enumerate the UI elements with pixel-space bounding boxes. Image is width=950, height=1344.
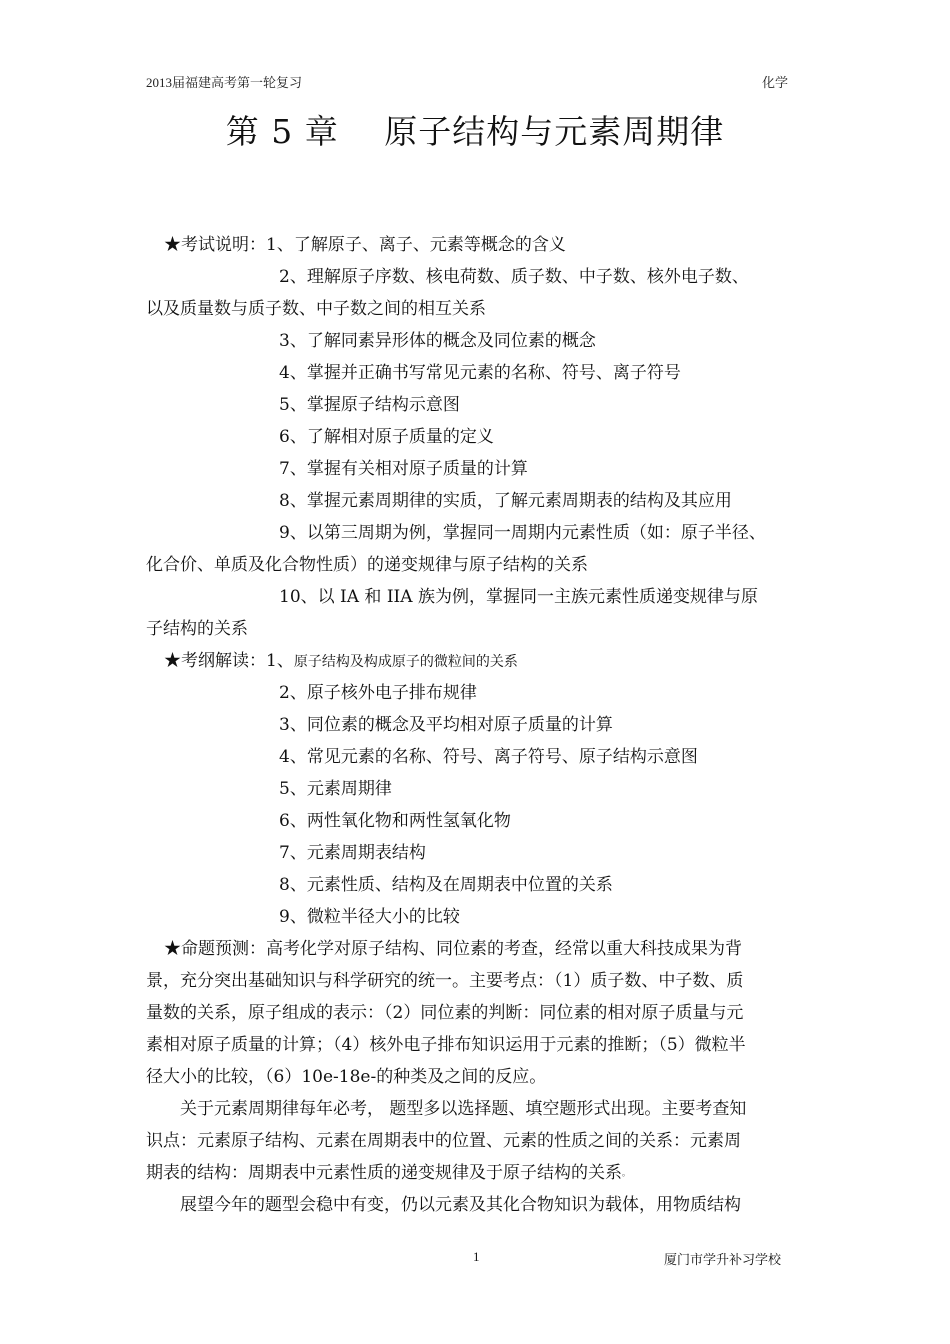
mingti-text: 量数的关系，原子组成的表示：（2）同位素的判断：同位素的相对原子质量与元 — [146, 1003, 744, 1023]
mingti-text: 高考化学对原子结构、同位素的考查，经常以重大科技成果为背 — [266, 939, 742, 959]
kaoshi-item: 7、掌握有关相对原子质量的计算 — [279, 459, 528, 479]
kaoshi-item: 以及质量数与质子数、中子数之间的相互关系 — [146, 299, 486, 319]
kaoshi-line-1 — [164, 235, 566, 255]
kaoshi-item: 6、了解相对原子质量的定义 — [279, 427, 494, 447]
kaogang-item: 2、原子核外电子排布规律 — [279, 683, 477, 703]
paragraph-mark: 。 — [622, 1168, 630, 1178]
footer-school: 厦门市学升补习学校 — [664, 1252, 782, 1267]
header-left: 2013届福建高考第一轮复习 — [146, 75, 303, 90]
kaogang-line-1 — [164, 651, 518, 672]
kaogang-item: 7、元素周期表结构 — [279, 843, 426, 863]
mingti-line-1 — [164, 939, 742, 959]
kaoshi-label: ★考试说明： — [164, 235, 266, 255]
kaogang-item: 9、微粒半径大小的比较 — [279, 907, 460, 927]
kaogang-item: 6、两性氧化物和两性氢氧化物 — [279, 811, 511, 831]
kaogang-item: 原子结构及构成原子的微粒间的关系 — [293, 654, 518, 670]
kaogang-item: 4、常见元素的名称、符号、离子符号、原子结构示意图 — [279, 747, 698, 767]
mingti-text: 径大小的比较，（6）10e-18e-的种类及之间的反应。 — [146, 1067, 547, 1087]
mingti-label: ★命题预测： — [164, 939, 266, 959]
kaoshi-item: 2、理解原子序数、核电荷数、质子数、中子数、核外电子数、 — [279, 267, 749, 287]
kaogang-item: 3、同位素的概念及平均相对原子质量的计算 — [279, 715, 613, 735]
kaogang-item: 8、元素性质、结构及在周期表中位置的关系 — [279, 875, 613, 895]
zhanwang-text: 展望今年的题型会稳中有变，仍以元素及其化合物知识为载体，用物质结构 — [180, 1195, 741, 1215]
kaogang-item: 5、元素周期律 — [279, 779, 392, 799]
mingti-text: 素相对原子质量的计算；（4）核外电子排布知识运用于元素的推断；（5）微粒半 — [146, 1035, 746, 1055]
zhouqilv-text: 关于元素周期律每年必考， 题型多以选择题、填空题形式出现。主要考查知 — [180, 1099, 747, 1119]
kaoshi-item: 9、以第三周期为例，掌握同一周期内元素性质（如：原子半径、 — [279, 523, 766, 543]
kaoshi-item: 1、了解原子、离子、元素等概念的含义 — [266, 235, 566, 255]
kaoshi-item: 子结构的关系 — [146, 619, 248, 639]
kaoshi-item: 化合价、单质及化合物性质）的递变规律与原子结构的关系 — [146, 555, 588, 575]
kaoshi-item: 10、以 IA 和 IIA 族为例，掌握同一主族元素性质递变规律与原 — [279, 587, 758, 607]
kaoshi-item: 4、掌握并正确书写常见元素的名称、符号、离子符号 — [279, 363, 681, 383]
kaoshi-item: 5、掌握原子结构示意图 — [279, 395, 460, 415]
page-number: 1 — [473, 1249, 480, 1264]
header-right: 化学 — [762, 75, 789, 90]
kaoshi-item: 8、掌握元素周期律的实质，了解元素周期表的结构及其应用 — [279, 491, 732, 511]
zhouqilv-text: 识点：元素原子结构、元素在周期表中的位置、元素的性质之间的关系：元素周 — [146, 1131, 741, 1151]
zhouqilv-text: 期表的结构：周期表中元素性质的递变规律及于原子结构的关系 — [146, 1163, 622, 1183]
page-title: 第 5 章 原子结构与元素周期律 — [225, 112, 725, 151]
zhouqilv-line-3 — [146, 1163, 630, 1184]
mingti-text: 景，充分突出基础知识与科学研究的统一。主要考点：（1）质子数、中子数、质 — [146, 971, 744, 991]
kaogang-num: 1、 — [266, 651, 294, 671]
kaogang-label: ★考纲解读： — [164, 651, 266, 671]
kaoshi-item: 3、了解同素异形体的概念及同位素的概念 — [279, 331, 596, 351]
